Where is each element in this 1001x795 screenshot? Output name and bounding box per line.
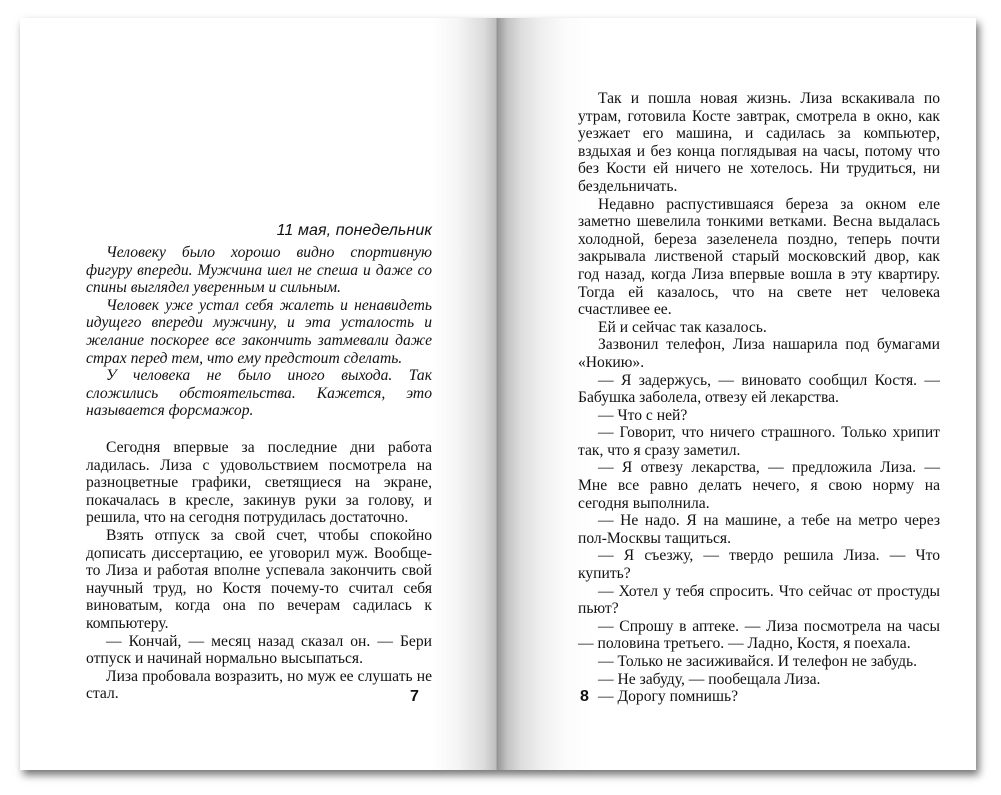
- dialogue-line: — Говорит, что ничего страшного. Только хрипит так, что я сразу заметил.: [578, 424, 940, 459]
- body-paragraph: Так и пошла новая жизнь. Лиза вскакивала по утрам, готовила Косте завтрак, смотрела в окно, как уезжает его машина, и садилась за компьютер, вздыхая и без конца поглядывая на часы, потому что без Кости ей ничего не хотелось. Ни трудиться, ни бездельничать.: [578, 90, 940, 195]
- body-paragraph: Недавно распустившаяся береза за окном еле заметно шевелила тонкими ветками. Весна выдалась холодной, береза зазеленела поздно, теперь почти закрывала лиственой старый московский двор, как год назад, когда Лиза впервые вошла в эту квартиру. Тогда ей казалось, что на свете нет человека счастливее ее.: [578, 195, 940, 319]
- body-paragraph: Ей и сейчас так казалось.: [598, 318, 767, 336]
- left-body-text: [86, 439, 432, 703]
- left-page: [20, 18, 498, 770]
- body-paragraph: Сегодня впервые за последние дни работа ладилась. Лиза с удовольствием посмотрела на разноцветные графики, светящиеся на экране, покачалась в кресле, закинув руки за голову, и решила, что на сегодня потрудилась достаточно.: [86, 439, 432, 527]
- body-paragraph: Лиза пробовала возразить, но муж ее слушать не стал.: [86, 667, 432, 703]
- dialogue-line: — Только не засиживайся. И телефон не забудь.: [598, 653, 918, 670]
- chapter-heading: 11 мая, понедельник: [276, 222, 432, 239]
- dialogue-line: — Я отвезу лекарства, — предложила Лиза. — Мне все равно делать нечего, я свою норму на сегодня выполнила.: [578, 459, 940, 512]
- right-body-text: [578, 90, 940, 706]
- page-number-left: 7: [410, 688, 419, 705]
- italic-paragraph: Человеку было хорошо видно спортивную фигуру впереди. Мужчина шел не спеша и даже со спины выглядел уверенным и сильным.: [86, 244, 432, 297]
- dialogue-line: — Спрошу в аптеке. — Лиза посмотрела на часы — половина третьего. — Ладно, Костя, я поехала.: [578, 617, 940, 653]
- dialogue-line: — Дорогу помнишь?: [598, 688, 739, 706]
- italic-paragraph: Человек уже устал себя жалеть и ненавидеть идущего впереди мужчину, и эта усталость и желание поскорее все закончить затмевали даже страх перед тем, что ему предстоит сделать.: [86, 296, 432, 367]
- dialogue-line: — Хотел у тебя спросить. Что сейчас от простуды пьют?: [578, 582, 940, 618]
- dialogue-line: — Не надо. Я на машине, а тебе на метро через пол-Москвы тащиться.: [578, 512, 940, 547]
- open-book: [20, 18, 976, 770]
- italic-prologue: [86, 244, 432, 420]
- dialogue-line: — Что с ней?: [598, 406, 688, 424]
- dialogue-line: — Я задержусь, — виновато сообщил Костя. — Бабушка заболела, отвезу ей лекарства.: [578, 371, 940, 407]
- dialogue-line: — Я съезжу, — твердо решила Лиза. — Что купить?: [578, 547, 940, 583]
- dialogue-line: — Не забуду, — пообещала Лиза.: [598, 670, 821, 688]
- body-paragraph: Зазвонил телефон, Лиза нашарила под бумагами «Нокию».: [578, 336, 940, 371]
- body-paragraph: — Кончай, — месяц назад сказал он. — Бери отпуск и начинай нормально высыпаться.: [86, 632, 432, 668]
- italic-paragraph: У человека не было иного выхода. Так сложились обстоятельства. Кажется, это называется форсмажор.: [86, 367, 432, 420]
- body-paragraph: Взять отпуск за свой счет, чтобы спокойно дописать диссертацию, ее уговорил муж. Вообще-то Лиза и работая вполне успевала закончить свой научный труд, но Костя почему-то считал себя виноватым, когда она по вечерам садилась к компьютеру.: [86, 526, 432, 632]
- right-page: [498, 18, 976, 770]
- page-number-right: 8: [580, 688, 589, 705]
